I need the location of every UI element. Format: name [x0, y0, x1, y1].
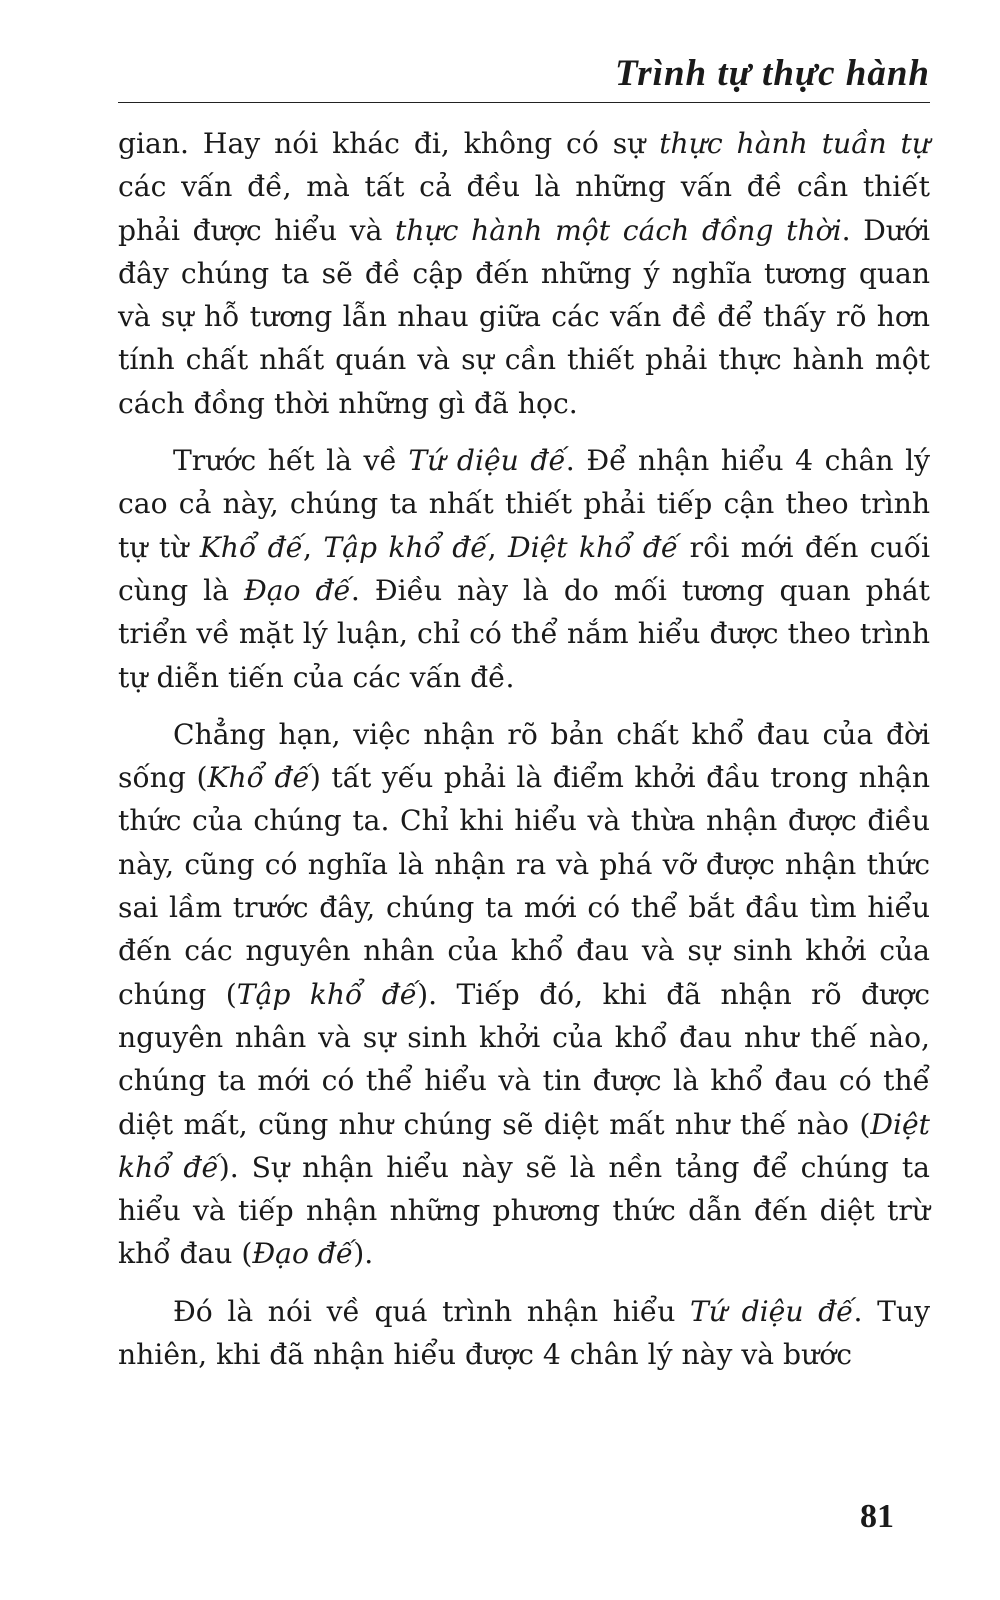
italic-term: Khổ đế: [207, 761, 310, 795]
text-run: . Tuy nhiên, khi đã nhận hiểu được 4 chân lý này và bước: [118, 1294, 930, 1372]
italic-term: Tứ diệu đế: [690, 1294, 854, 1328]
text-run: các vấn đề, mà tất cả đều là những vấn đề cần thiết phải được hiểu và: [118, 170, 930, 247]
italic-term: Diệt khổ đế: [508, 530, 679, 564]
text-run: Trước hết là về: [173, 444, 409, 478]
text-run: gian. Hay nói khác đi, không có sự: [118, 127, 660, 160]
text-run: ). Sự nhận hiểu này sẽ là nền tảng để chúng ta hiểu và tiếp nhận những phương thức dẫn đến diệt trừ khổ đau (: [118, 1150, 930, 1271]
italic-term: Tập khổ đế: [236, 977, 418, 1011]
paragraph: [118, 1290, 930, 1377]
italic-term: Đạo đế: [252, 1237, 354, 1271]
italic-term: thực hành tuần tự: [659, 127, 931, 160]
running-head-title: Trình tự thực hành: [615, 53, 930, 94]
italic-term: Khổ đế: [199, 530, 303, 564]
body-text: [118, 122, 930, 1390]
text-run: Chẳng hạn, việc nhận rõ bản chất khổ đau của đời sống (: [118, 717, 930, 795]
paragraph: [118, 439, 930, 699]
text-run: ,: [302, 530, 324, 564]
text-run: ) tất yếu phải là điểm khởi đầu trong nhận thức của chúng ta. Chỉ khi hiểu và thừa nhận được điều này, cũng có nghĩa là nhận ra và phá vỡ được nhận thức sai lầm trước đây, chúng ta mới có thể bắt đầu tìm hiểu đến các nguyên nhân của khổ đau và sự sinh khởi của chúng (: [118, 761, 930, 1011]
running-header: [118, 50, 930, 103]
text-run: . Dưới đây chúng ta sẽ đề cập đến những ý nghĩa tương quan và sự hỗ tương lẫn nhau giữa các vấn đề để thấy rõ hơn tính chất nhất quán và sự cần thiết phải thực hành một cách đồng thời những gì đã học.: [118, 213, 930, 420]
page-number: 81: [860, 1498, 894, 1535]
italic-term: Đạo đế: [243, 573, 351, 607]
paragraph: [118, 713, 930, 1276]
italic-term: thực hành một cách đồng thời: [395, 213, 842, 247]
text-run: . Điều này là do mối tương quan phát triển về mặt lý luận, chỉ có thể nắm hiểu được theo trình tự diễn tiến của các vấn đề.: [118, 573, 930, 694]
text-run: rồi mới đến cuối cùng là: [118, 530, 931, 607]
text-run: . Để nhận hiểu 4 chân lý cao cả này, chúng ta nhất thiết phải tiếp cận theo trình tự từ: [118, 444, 931, 564]
text-run: Đó là nói về quá trình nhận hiểu: [173, 1294, 691, 1328]
paragraph: [118, 122, 930, 425]
text-run: ). Tiếp đó, khi đã nhận rõ được nguyên nhân và sự sinh khởi của khổ đau như thế nào, chúng ta mới có thể hiểu và tin được là khổ đau có thể diệt mất, cũng như chúng sẽ diệt mất như thế nào (: [118, 977, 930, 1141]
italic-term: Diệt khổ đế: [118, 1107, 930, 1184]
text-run: ,: [487, 530, 508, 564]
italic-term: Tứ diệu đế: [408, 444, 566, 478]
text-run: ).: [353, 1237, 374, 1271]
italic-term: Tập khổ đế: [323, 530, 488, 564]
